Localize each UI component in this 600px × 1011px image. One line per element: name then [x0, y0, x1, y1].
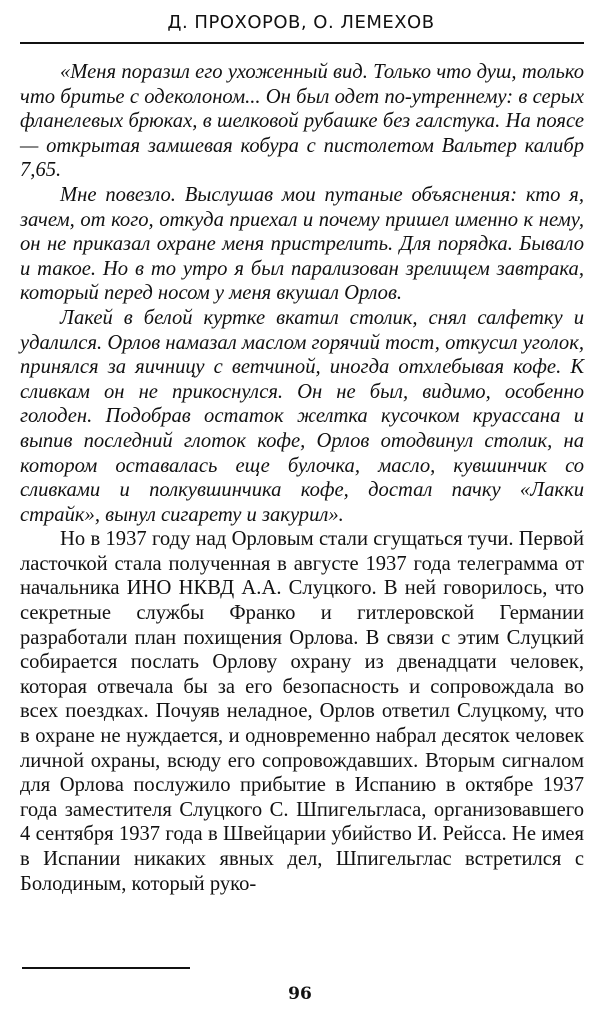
- footer-rule: [22, 967, 190, 969]
- page-number: 96: [288, 984, 312, 1004]
- body-paragraph-1: Но в 1937 году над Орловым стали сгущаться тучи. Первой ласточкой стала полученная в августе 1937 года телеграмма от начальника ИНО НКВД А.А. Слуцкого. В ней говорилось, что секретные службы Франко и гитлеровской Германии разработали план похищения Орлова. В связи с этим Слуцкий собирается послать Орлову охрану из двенадцати человек, которая отвечала бы за его безопасность и сопровождала во всех поездках. Почуяв неладное, Орлов ответил Слуцкому, что в охране не нуждается, и одновременно набрал десяток человек личной охраны, всюду его сопровождавших. Вторым сигналом для Орлова послужило прибытие в Испанию в октябре 1937 года заместителя Слуцкого С. Шпигельгласа, организовавшего 4 сентября 1937 года в Швейцарии убийство И. Рейсса. Не имея в Испании никаких явных дел, Шпигельглас встретился с Болодиным, который руко-: [20, 528, 584, 895]
- quote-paragraph-1: «Меня поразил его ухоженный вид. Только что душ, только что бритье с одеколоном... Он был одет по-утреннему: в серых фланелевых брюках, в шелковой рубашке без галстука. На поясе — открытая замшевая кобура с пистолетом Вальтер калибр 7,65.: [20, 61, 584, 182]
- running-header: Д. ПРОХОРОВ, О. ЛЕМЕХОВ: [167, 12, 435, 33]
- page-body: [20, 60, 584, 896]
- header-rule: [20, 42, 584, 44]
- quote-paragraph-3: Лакей в белой куртке вкатил столик, снял салфетку и удалился. Орлов намазал маслом горячий тост, откусил уголок, принялся за яичницу с ветчиной, иногда отхлебывая кофе. К сливкам он не прикоснулся. Он не был, видимо, особенно голоден. Подобрав остаток желтка кусочком круассана и выпив последний глоток кофе, Орлов отодвинул столик, на котором оставалась еще булочка, масло, кувшинчик со сливками и полкувшинчика кофе, достал пачку «Лакки страйк», вынул сигарету и закурил».: [20, 306, 584, 526]
- quote-paragraph-2: Мне повезло. Выслушав мои путаные объяснения: кто я, зачем, от кого, откуда приехал и почему пришел именно к нему, он не приказал охране меня пристрелить. Для порядка. Бывало и такое. Но в то утро я был парализован зрелищем завтрака, который перед носом у меня вкушал Орлов.: [20, 183, 584, 305]
